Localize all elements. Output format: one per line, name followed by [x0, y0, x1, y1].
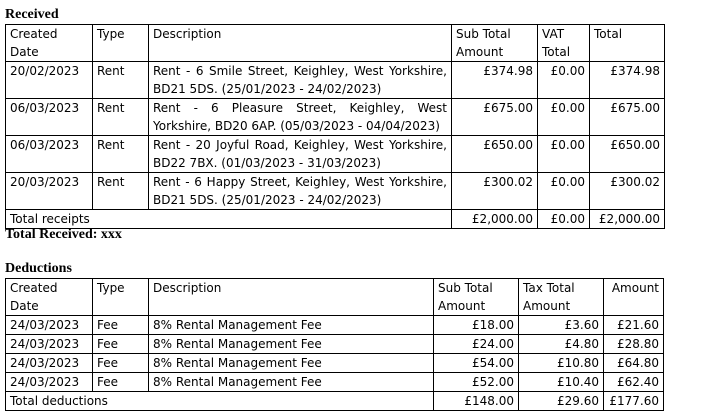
col-description: Description	[149, 279, 434, 316]
col-created-date: Created Date	[6, 279, 93, 316]
cell-type: Fee	[93, 373, 149, 392]
deductions-table	[5, 278, 664, 411]
total-receipts-sub-total: £2,000.00	[452, 210, 538, 229]
cell-type: Rent	[93, 173, 149, 210]
cell-date: 24/03/2023	[6, 316, 93, 335]
deductions-header-row	[6, 279, 664, 316]
cell-vat: £0.00	[538, 136, 590, 173]
deductions-totals-row	[6, 392, 664, 411]
total-deductions-amount: £177.60	[604, 392, 664, 411]
total-deductions-sub-total: £148.00	[434, 392, 519, 411]
cell-amount: £28.80	[604, 335, 664, 354]
col-tax-total: Tax Total Amount	[519, 279, 604, 316]
table-row	[6, 99, 665, 136]
cell-total: £374.98	[590, 62, 665, 99]
table-row	[6, 354, 664, 373]
cell-description: 8% Rental Management Fee	[149, 335, 434, 354]
received-heading: Received	[5, 7, 59, 22]
cell-sub-total: £18.00	[434, 316, 519, 335]
col-sub-total: Sub Total Amount	[452, 25, 538, 62]
cell-tax: £10.40	[519, 373, 604, 392]
cell-total: £675.00	[590, 99, 665, 136]
table-row	[6, 62, 665, 99]
cell-description: 8% Rental Management Fee	[149, 373, 434, 392]
cell-description: 8% Rental Management Fee	[149, 316, 434, 335]
cell-sub-total: £24.00	[434, 335, 519, 354]
cell-type: Fee	[93, 335, 149, 354]
cell-description: 8% Rental Management Fee	[149, 354, 434, 373]
table-row	[6, 173, 665, 210]
col-total: Total	[590, 25, 665, 62]
col-created-date: Created Date	[6, 25, 93, 62]
cell-sub-total: £54.00	[434, 354, 519, 373]
table-row	[6, 335, 664, 354]
cell-type: Rent	[93, 62, 149, 99]
deductions-heading: Deductions	[5, 261, 72, 276]
total-receipts-label: Total receipts	[6, 210, 452, 229]
cell-amount: £21.60	[604, 316, 664, 335]
received-table	[5, 24, 665, 229]
cell-vat: £0.00	[538, 99, 590, 136]
cell-amount: £62.40	[604, 373, 664, 392]
table-row	[6, 136, 665, 173]
cell-date: 06/03/2023	[6, 136, 93, 173]
cell-sub-total: £374.98	[452, 62, 538, 99]
total-received-text: Total Received: xxx	[5, 227, 122, 242]
col-sub-total: Sub Total Amount	[434, 279, 519, 316]
cell-date: 20/03/2023	[6, 173, 93, 210]
cell-type: Fee	[93, 354, 149, 373]
cell-amount: £64.80	[604, 354, 664, 373]
col-description: Description	[149, 25, 452, 62]
cell-description: Rent - 6 Smile Street, Keighley, West Yorkshire, BD21 5DS. (25/01/2023 - 24/02/2023)	[149, 62, 452, 99]
cell-description: Rent - 6 Pleasure Street, Keighley, West Yorkshire, BD20 6AP. (05/03/2023 - 04/04/2023)	[149, 99, 452, 136]
cell-tax: £3.60	[519, 316, 604, 335]
total-receipts-total: £2,000.00	[590, 210, 665, 229]
total-receipts-vat: £0.00	[538, 210, 590, 229]
col-type: Type	[93, 25, 149, 62]
cell-total: £300.02	[590, 173, 665, 210]
col-type: Type	[93, 279, 149, 316]
cell-vat: £0.00	[538, 173, 590, 210]
cell-vat: £0.00	[538, 62, 590, 99]
cell-date: 24/03/2023	[6, 335, 93, 354]
cell-type: Rent	[93, 136, 149, 173]
cell-date: 24/03/2023	[6, 354, 93, 373]
table-row	[6, 373, 664, 392]
cell-date: 20/02/2023	[6, 62, 93, 99]
table-row	[6, 316, 664, 335]
cell-description: Rent - 6 Happy Street, Keighley, West Yorkshire, BD21 5DS. (25/01/2023 - 24/02/2023)	[149, 173, 452, 210]
cell-type: Fee	[93, 316, 149, 335]
cell-description: Rent - 20 Joyful Road, Keighley, West Yorkshire, BD22 7BX. (01/03/2023 - 31/03/2023)	[149, 136, 452, 173]
cell-tax: £4.80	[519, 335, 604, 354]
total-deductions-label: Total deductions	[6, 392, 434, 411]
col-amount: Amount	[604, 279, 664, 316]
cell-sub-total: £300.02	[452, 173, 538, 210]
cell-sub-total: £650.00	[452, 136, 538, 173]
cell-date: 06/03/2023	[6, 99, 93, 136]
cell-total: £650.00	[590, 136, 665, 173]
cell-sub-total: £52.00	[434, 373, 519, 392]
cell-date: 24/03/2023	[6, 373, 93, 392]
cell-type: Rent	[93, 99, 149, 136]
received-header-row	[6, 25, 665, 62]
cell-tax: £10.80	[519, 354, 604, 373]
received-totals-row	[6, 210, 665, 229]
cell-sub-total: £675.00	[452, 99, 538, 136]
col-vat-total: VAT Total	[538, 25, 590, 62]
total-deductions-tax: £29.60	[519, 392, 604, 411]
